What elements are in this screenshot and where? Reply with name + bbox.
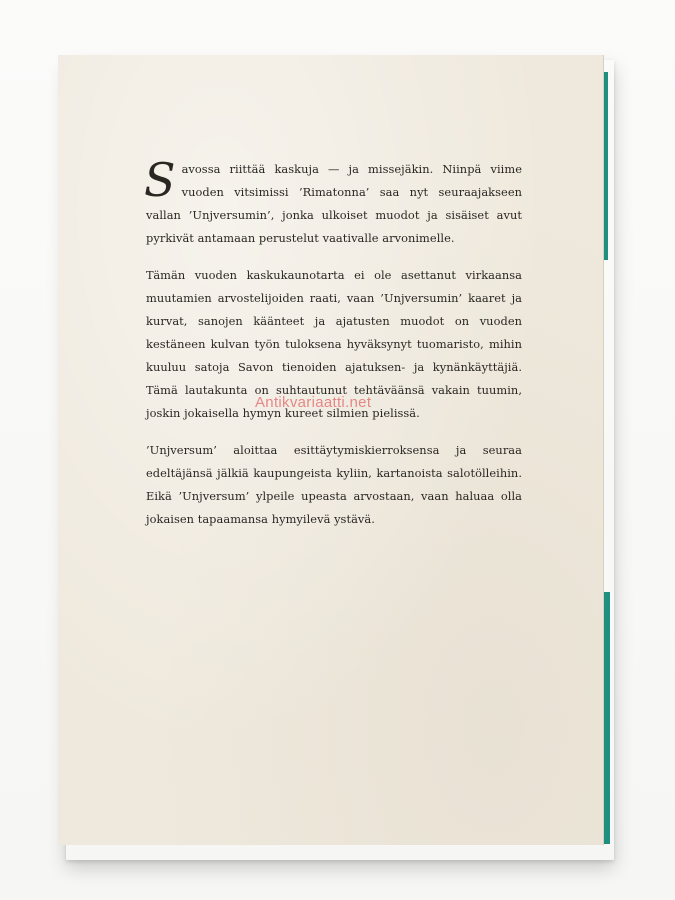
blurb-paragraph-3: ’Unjversum’ aloittaa esittäytymiskierroksensa ja seuraa edeltäjänsä jälkiä kaupungeista kyliin, kartanoista salotölleihin. Eikä ’Unjversum’ ylpeile upeasta arvostaan, vaan haluaa olla jokaisen tapaamansa hymyilevä ystävä. <box>146 443 522 526</box>
blurb-paragraph-2: Tämän vuoden kaskukaunotarta ei ole asettanut virkaansa muutamien arvostelijoiden raati, vaan ’Unjversumin’ kaaret ja kurvat, sanojen käänteet ja ajatusten muodot on vuoden kestäneen kulvan työn tuloksena hyväksynyt tuomaristo, mihin kuuluu satoja Savon tienoiden ajatuksen- ja kynänkäyttäjiä. Tämä lautakunta on suhtautunut tehtäväänsä vakain tuumin, joskin jokaisella hymyn kureet silmien pielissä. <box>146 268 522 420</box>
blurb-paragraph-1 <box>144 153 522 250</box>
blurb-text <box>144 153 522 545</box>
blurb-paragraph-1-text: avossa riittää kaskuja — ja missejäkin. Niinpä viime vuoden vitsimissi ’Rimatonna’ saa nyt seuraajakseen vallan ’Unjversumin’, jonka ulkoiset muodot ja sisäiset avut pyrkivät antamaan perustelut vaativalle arvonimelle. <box>146 162 522 245</box>
watermark-text: Antikvariaatti.net <box>255 394 372 411</box>
drop-cap: S <box>144 153 176 207</box>
